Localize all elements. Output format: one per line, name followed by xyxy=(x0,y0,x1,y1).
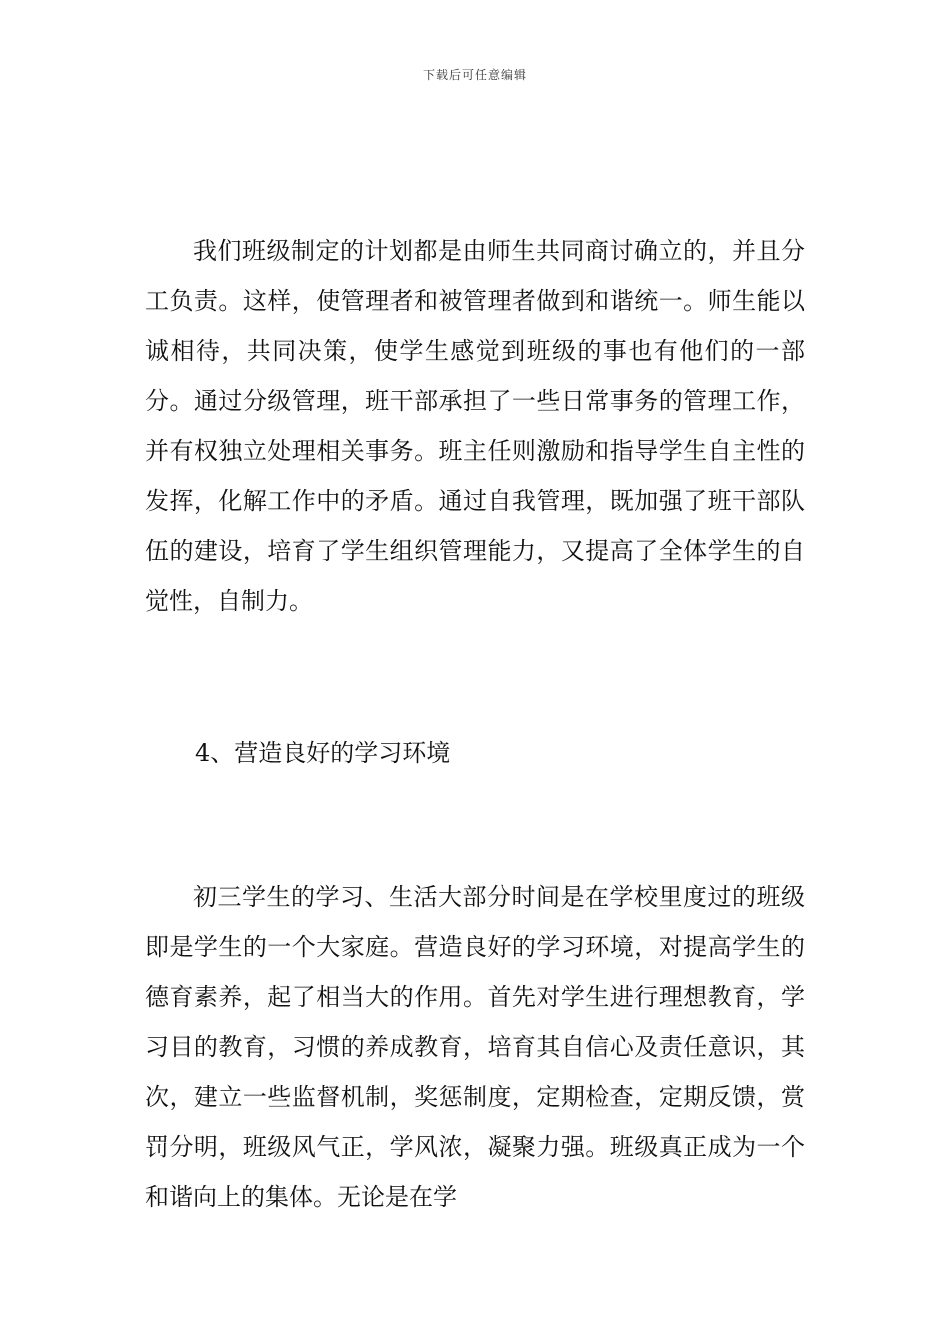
page-header-note: 下载后可任意编辑 xyxy=(422,68,527,82)
paragraph-learning-environment: 初三学生的学习、生活大部分时间是在学校里度过的班级即是学生的一个大家庭。营造良好的学习环境，对提高学生的德育素养，起了相当大的作用。首先对学生进行理想教育，学习目的教育，习惯的养成教育，培育其自信心及责任意识，其次，建立一些监督机制，奖惩制度，定期检查，定期反馈，赏罚分明，班级风气正，学风浓，凝聚力强。班级真正成为一个和谐向上的集体。无论是在学 xyxy=(145,883,805,1211)
paragraph-class-management: 我们班级制定的计划都是由师生共同商讨确立的，并且分工负责。这样，使管理者和被管理者做到和谐统一。师生能以诚相待，共同决策，使学生感觉到班级的事也有他们的一部分。通过分级管理，班干部承担了一些日常事务的管理工作，并有权独立处理相关事务。班主任则激励和指导学生自主性的发挥，化解工作中的矛盾。通过自我管理，既加强了班干部队伍的建设，培育了学生组织管理能力，又提高了全体学生的自觉性，自制力。 xyxy=(145,237,805,615)
section-heading: 4、营造良好的学习环境 xyxy=(195,739,451,767)
